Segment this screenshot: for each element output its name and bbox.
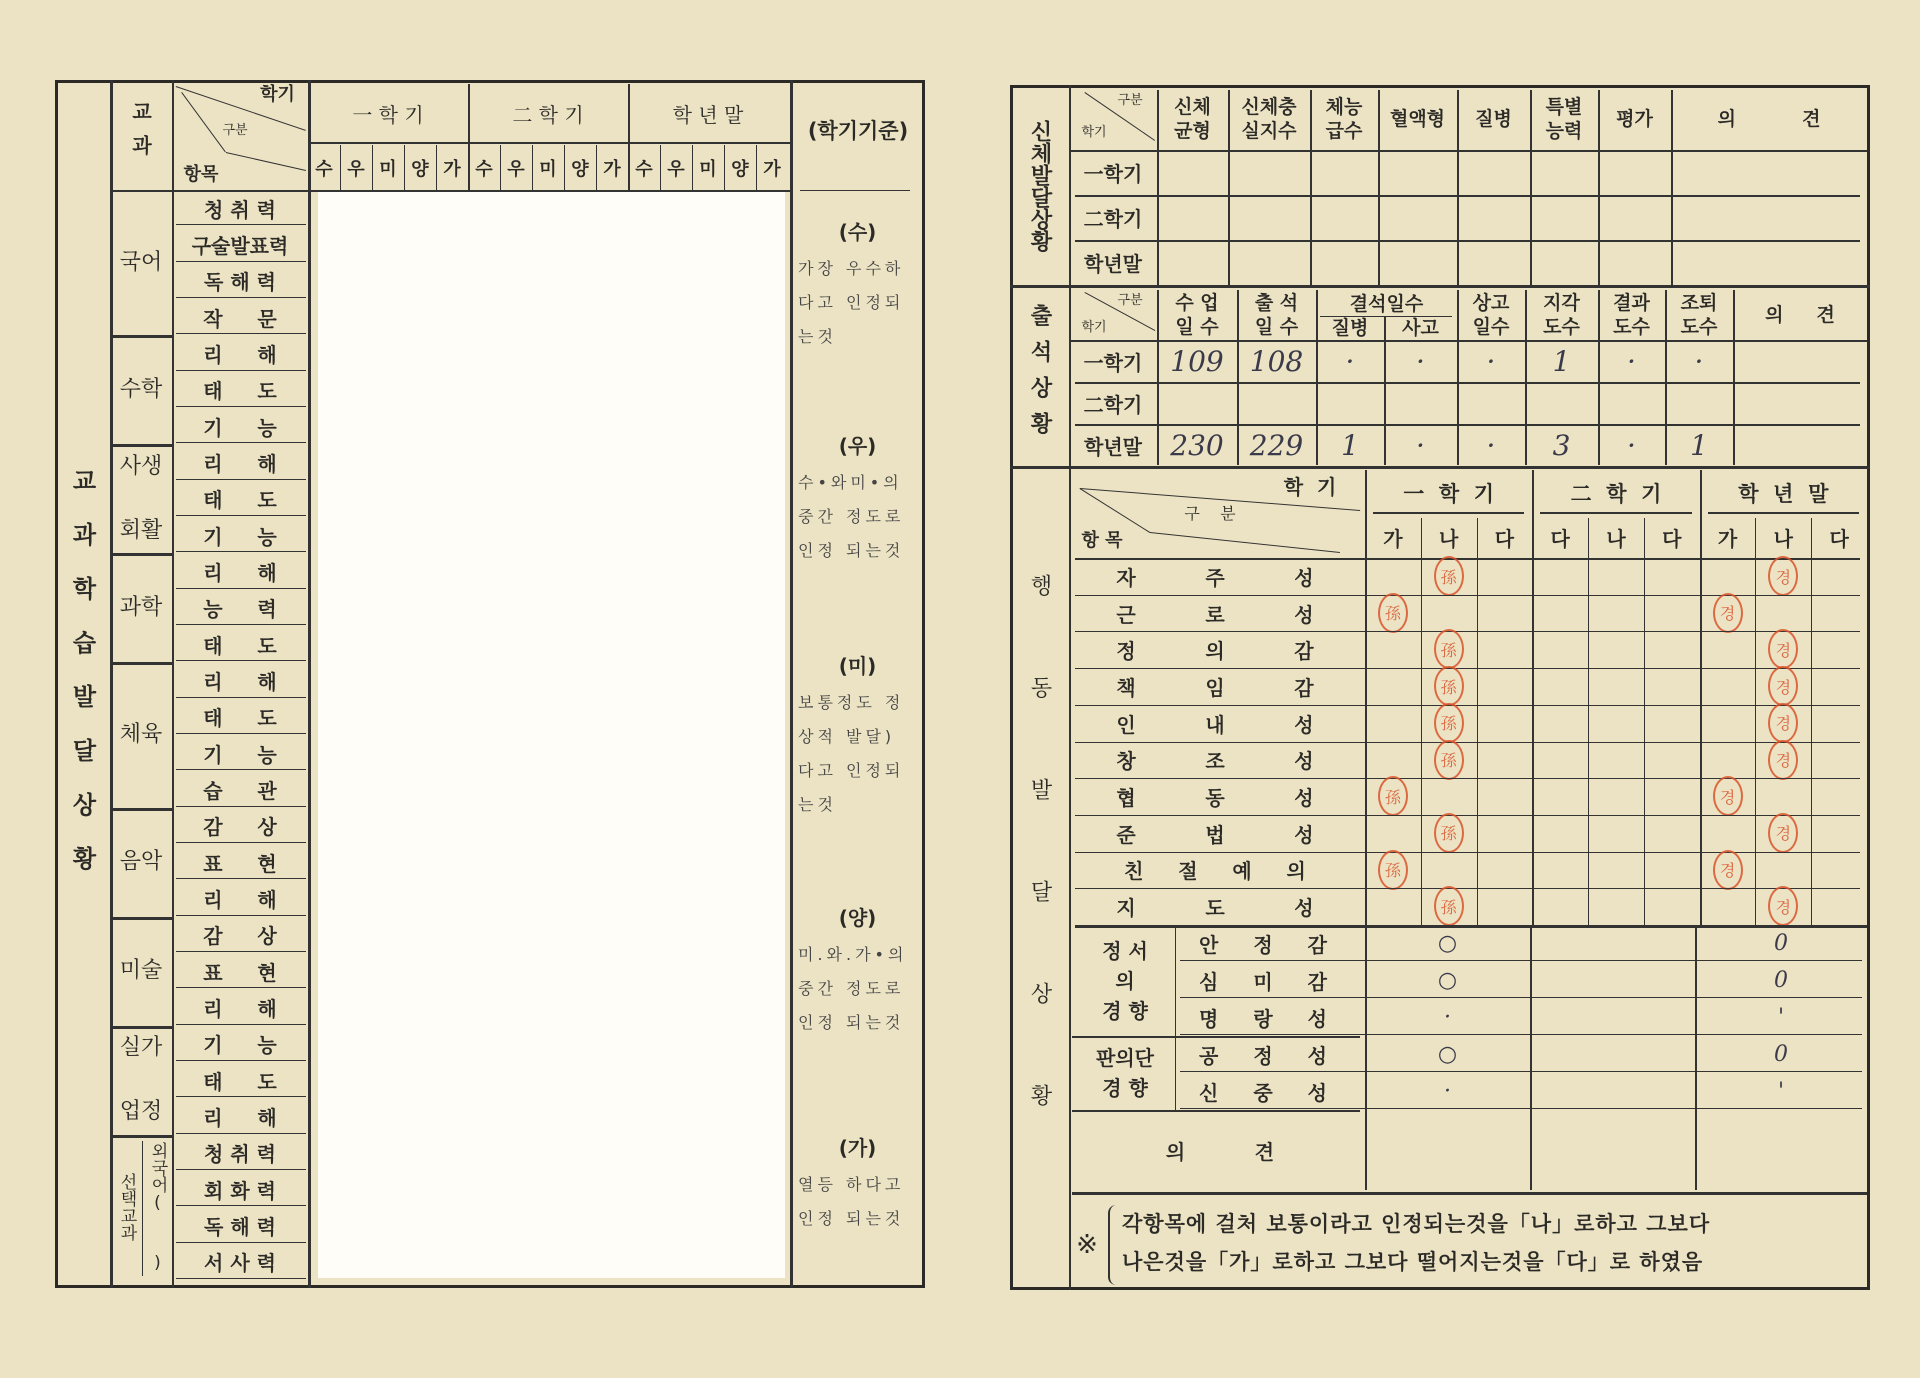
subject-item: 독 해 력 (204, 270, 276, 295)
row-divider (1180, 1034, 1862, 1035)
grade-header: 양 (731, 158, 749, 180)
criteria-text: 보통정도 정 (798, 693, 905, 712)
behavior-item-label: 인 내 성 (1116, 712, 1314, 737)
final-stamp: 경 (1768, 886, 1798, 926)
column-divider (596, 145, 597, 190)
attendance-value: · (1486, 344, 1496, 378)
column-divider (1644, 518, 1645, 925)
row-divider (800, 190, 910, 191)
physical-column-header: 혈액형 (1389, 108, 1446, 130)
attendance-column-header: 조퇴 도수 (1680, 292, 1718, 338)
row-divider (176, 479, 306, 480)
criteria-title: (학기기준) (807, 119, 909, 143)
grade-header: 우 (667, 158, 685, 180)
grade-header: 수 (315, 158, 333, 180)
attendance-value: · (1486, 428, 1496, 462)
subject-item: 태 도 (203, 488, 277, 513)
subject-item: 서 사 력 (204, 1251, 276, 1276)
column-divider (1157, 90, 1159, 285)
criteria-text: 미.와.가•의 (798, 945, 908, 964)
term-header: 학 년 말 (672, 102, 744, 127)
row-divider (176, 1278, 306, 1279)
row-divider (1072, 1192, 1867, 1195)
criteria-text: 수•와미•의 (798, 473, 903, 492)
column-divider (172, 80, 174, 1288)
subject-item: 기 능 (203, 1033, 277, 1058)
row-divider (176, 733, 306, 734)
final-stamp: 경 (1768, 556, 1798, 596)
subject-item: 리 해 (203, 887, 277, 912)
row-divider (176, 370, 306, 371)
row-divider (176, 987, 306, 988)
subject-item: 리 해 (203, 342, 277, 367)
attendance-value: · (1416, 344, 1425, 378)
subject-header: 교과 (128, 101, 153, 169)
criteria-text: 인정 되는것 (798, 541, 905, 560)
row-divider (1069, 150, 1867, 152)
tendency-value: 0 (1774, 931, 1788, 956)
attendance-value: 1 (1552, 344, 1571, 378)
term-header: 二 학 기 (512, 102, 584, 127)
final-stamp: 경 (1768, 703, 1798, 743)
behavior-item-label: 창 조 성 (1116, 749, 1314, 774)
row-divider (176, 915, 306, 916)
term1-stamp: 孫 (1434, 813, 1464, 853)
row-divider (176, 951, 306, 952)
row-divider (176, 1169, 306, 1170)
subject-name: 실가 업정 (119, 1035, 163, 1125)
column-divider (692, 145, 693, 190)
grade-header: 양 (411, 158, 429, 180)
row-divider (176, 224, 306, 225)
tendency-value: ○ (1437, 931, 1458, 956)
final-stamp: 경 (1768, 813, 1798, 853)
term1-stamp: 孫 (1434, 666, 1464, 706)
physical-row-label: 一학기 (1083, 162, 1143, 186)
attendance-value: · (1627, 344, 1636, 378)
row-divider (1075, 382, 1860, 384)
behavior-item-label: 친 절 예 의 (1124, 859, 1306, 884)
final-stamp: 경 (1713, 776, 1743, 816)
behavior-item-label: 협 동 성 (1116, 786, 1314, 811)
tendency-item-label: 심 미 감 (1199, 970, 1341, 994)
subject-item: 독 해 력 (204, 1214, 276, 1239)
grade-header: 가 (443, 158, 461, 180)
criteria-grade: (양) (838, 905, 877, 930)
attendance-value: 230 (1170, 428, 1224, 462)
behavior-item-label: 지 도 성 (1116, 896, 1314, 921)
attendance-column-header: 지각 도수 (1543, 292, 1580, 338)
attendance-value: 1 (1341, 428, 1359, 462)
column-divider (1530, 925, 1532, 1190)
tendency-group-label: 판의단 경 향 (1096, 1046, 1154, 1100)
attendance-value: 108 (1249, 344, 1304, 378)
behavior-term-header: 학 년 말 (1738, 481, 1829, 506)
term1-stamp: 孫 (1434, 629, 1464, 669)
row-divider (176, 515, 306, 516)
attendance-column-header: 수 업 일 수 (1175, 292, 1219, 338)
term1-stamp: 孫 (1434, 556, 1464, 596)
tendency-item-label: 안 정 감 (1199, 933, 1341, 957)
tendency-value: 0 (1774, 968, 1788, 993)
criteria-grade: (가) (838, 1135, 877, 1160)
behavior-grade-header: 다 (1494, 527, 1515, 551)
grade-header: 우 (507, 158, 525, 180)
att-corner-bottom: 학기 (1081, 319, 1107, 335)
column-divider (532, 145, 533, 190)
physical-column-header: 질병 (1475, 108, 1512, 130)
attendance-row-label: 학년말 (1084, 434, 1142, 459)
attendance-value: 229 (1249, 428, 1304, 462)
term1-stamp: 孫 (1378, 776, 1408, 816)
criteria-text: 는것 (798, 795, 837, 814)
tendency-item-label: 명 랑 성 (1199, 1007, 1341, 1031)
column-divider (1378, 90, 1380, 285)
physical-column-header: 평가 (1616, 108, 1653, 130)
subject-name: 과학 (119, 594, 163, 620)
row-divider (176, 842, 306, 843)
subject-item: 리 해 (203, 996, 277, 1021)
column-divider (1530, 90, 1532, 285)
subject-item: 기 능 (203, 524, 277, 549)
criteria-text: 다고 인정되 (798, 293, 905, 312)
tendency-item-label: 공 정 성 (1199, 1044, 1341, 1068)
behavior-grade-header: 다 (1550, 527, 1570, 551)
row-divider (1180, 960, 1862, 961)
beh-corner-bottom: 항 목 (1081, 530, 1123, 551)
term-header: 一 학 기 (352, 102, 424, 127)
subject-name: 음악 (119, 849, 163, 875)
attendance-column-header: 질병 (1331, 317, 1369, 339)
subject-item: 리 해 (203, 1105, 277, 1130)
criteria-text: 열등 하다고 (798, 1175, 905, 1194)
category-label: 구분 (222, 122, 248, 138)
criteria-text: 다고 인정되 (798, 761, 905, 780)
subject-name: 미술 (119, 958, 163, 984)
note-mark: ※ (1076, 1230, 1098, 1260)
physical-row-label: 二학기 (1083, 207, 1143, 231)
attendance-row-label: 一학기 (1083, 350, 1143, 375)
row-divider (176, 697, 306, 698)
side-title-physical: 신체발달상황 (1027, 119, 1052, 252)
row-divider (176, 1242, 306, 1243)
column-divider (340, 145, 341, 190)
column-divider (1755, 518, 1756, 925)
tendency-value: ○ (1437, 1042, 1458, 1067)
row-divider (1075, 240, 1860, 242)
behavior-grade-header: 다 (1662, 527, 1682, 551)
subject-item: 감 상 (203, 924, 277, 949)
row-divider (176, 442, 306, 443)
grade-header: 가 (603, 158, 621, 180)
grade-header: 미 (379, 158, 397, 180)
attendance-column-header: 의 견 (1765, 304, 1835, 326)
semester-label: 학기 (260, 84, 295, 105)
item-label: 항목 (183, 164, 219, 185)
column-divider (372, 145, 373, 190)
attendance-column-header: 출 석 일 수 (1254, 292, 1299, 338)
row-divider (176, 806, 306, 807)
grade-header: 양 (571, 158, 589, 180)
physical-column-header: 신체충 실지수 (1241, 96, 1297, 142)
subject-item: 표 현 (203, 851, 277, 876)
subject-name: 국어 (119, 249, 163, 275)
column-divider (564, 145, 565, 190)
side-title-attendance: 출석상황 (1027, 303, 1052, 448)
behavior-item-label: 정 의 감 (1116, 639, 1314, 664)
criteria-text: 상적 발달) (798, 727, 896, 746)
row-divider (308, 142, 790, 144)
column-divider (1310, 90, 1312, 285)
subject-item: 리 해 (203, 560, 277, 585)
attendance-value: · (1627, 428, 1636, 462)
subject-item: 청 취 력 (204, 197, 276, 222)
column-divider (500, 145, 501, 190)
row-divider (176, 297, 306, 298)
tendency-value: ' (1777, 1079, 1785, 1104)
row-divider (176, 660, 306, 661)
subject-item: 태 도 (203, 633, 277, 658)
row-divider (176, 624, 306, 625)
grade-header: 우 (347, 158, 365, 180)
grade-header: 수 (475, 158, 493, 180)
phys-corner-top: 구분 (1117, 92, 1143, 108)
term1-stamp: 孫 (1434, 740, 1464, 780)
row-divider (176, 878, 306, 879)
final-stamp: 경 (1768, 740, 1798, 780)
criteria-grade: (우) (838, 433, 877, 458)
behavior-item-label: 준 법 성 (1116, 822, 1314, 847)
note-bracket (1108, 1205, 1118, 1285)
physical-row-label: 학년말 (1084, 252, 1142, 276)
behavior-grade-header: 나 (1773, 527, 1793, 551)
subject-name: 사생 회활 (119, 453, 163, 543)
row-divider (1180, 1071, 1862, 1072)
criteria-text: 가장 우수하 (798, 259, 905, 278)
term1-stamp: 孫 (1434, 886, 1464, 926)
row-divider (1373, 512, 1524, 514)
row-divider (1075, 195, 1860, 197)
subject-item: 기 능 (203, 415, 277, 440)
behavior-item-label: 근 로 성 (1116, 602, 1314, 627)
final-stamp: 경 (1713, 593, 1743, 633)
note-line: 나은것을「가」로하고 그보다 떨어지는것을「다」로 하였음 (1122, 1250, 1704, 1274)
row-divider (176, 769, 306, 770)
attendance-value: 109 (1170, 344, 1224, 378)
behavior-grade-header: 가 (1383, 527, 1403, 551)
column-divider (1421, 518, 1422, 925)
row-divider (176, 588, 306, 589)
row-divider (176, 1133, 306, 1134)
tendency-value: · (1444, 1079, 1451, 1104)
behavior-opinion-label: 의 견 (1165, 1139, 1275, 1164)
subject-item: 리 해 (203, 451, 277, 476)
criteria-text: 중간 정도로 (798, 979, 905, 998)
row-divider (176, 1205, 306, 1206)
final-stamp: 경 (1768, 666, 1798, 706)
row-divider (176, 551, 306, 552)
subject-name: 수학 (119, 376, 163, 402)
tendency-value: ○ (1437, 968, 1458, 993)
tendency-value: · (1444, 1005, 1451, 1030)
subject-name: 선택교과 (116, 1173, 137, 1242)
row-divider (1180, 997, 1862, 998)
attendance-value: · (1416, 428, 1425, 462)
criteria-text: 는것 (798, 327, 837, 346)
blank-grade-area (318, 192, 785, 1278)
criteria-text: 인정 되는것 (798, 1013, 905, 1032)
column-divider (1598, 90, 1600, 285)
column-divider (1733, 290, 1735, 465)
column-divider (1175, 925, 1176, 1110)
side-title-behavior: 행동발달상황 (1027, 574, 1052, 1186)
physical-column-header: 특별 능력 (1545, 96, 1583, 142)
column-divider (724, 145, 725, 190)
term1-stamp: 孫 (1378, 850, 1408, 890)
attendance-column-header: 사고 (1402, 317, 1439, 339)
subject-item: 회 화 력 (204, 1178, 276, 1203)
beh-corner-mid: 구 분 (1184, 503, 1236, 523)
tendency-value: 0 (1774, 1042, 1788, 1067)
attendance-value: · (1694, 344, 1704, 378)
attendance-row-label: 二학기 (1083, 392, 1143, 417)
behavior-grade-header: 나 (1438, 527, 1459, 551)
behavior-grade-header: 다 (1829, 527, 1849, 551)
attendance-value: 3 (1552, 428, 1571, 462)
subject-item: 작 문 (203, 306, 277, 331)
row-divider (176, 1096, 306, 1097)
subject-item: 구술발표력 (191, 233, 289, 258)
criteria-grade: (수) (838, 219, 877, 244)
subject-item: 습 관 (203, 778, 277, 803)
row-divider (1540, 512, 1691, 514)
attendance-value: · (1345, 344, 1355, 378)
subject-item: 감 상 (203, 815, 277, 840)
att-corner-top: 구분 (1117, 292, 1143, 308)
column-divider (1228, 90, 1230, 285)
note-line: 각항목에 걸처 보통이라고 인정되는것을「나」로하고 그보다 (1122, 1212, 1711, 1236)
row-divider (176, 333, 306, 334)
term1-stamp: 孫 (1378, 593, 1408, 633)
behavior-term-header: 一 학 기 (1403, 481, 1495, 506)
row-divider (1708, 512, 1859, 514)
column-divider (756, 145, 757, 190)
grade-header: 미 (699, 158, 717, 180)
behavior-grade-header: 가 (1717, 527, 1738, 551)
subject-item: 청 취 력 (204, 1142, 276, 1167)
subject-item: 태 도 (203, 1069, 277, 1094)
subject-item: 능 력 (203, 597, 277, 622)
behavior-term-header: 二 학 기 (1570, 481, 1662, 506)
criteria-text: 인정 되는것 (798, 1209, 905, 1228)
subject-sub: 외국어( ) (147, 1141, 168, 1273)
subject-item: 기 능 (203, 742, 277, 767)
criteria-grade: (미) (838, 653, 877, 678)
row-divider (176, 261, 306, 262)
column-divider (660, 145, 661, 190)
grade-header: 미 (539, 158, 557, 180)
column-divider (1811, 518, 1812, 925)
grade-header: 수 (635, 158, 653, 180)
tendency-item-label: 신 중 성 (1199, 1081, 1341, 1105)
subject-item: 태 도 (203, 706, 277, 731)
attendance-column-header: 결과 도수 (1613, 292, 1650, 338)
row-divider (176, 406, 306, 407)
absence-group-header: 결석일수 (1349, 292, 1424, 315)
physical-column-header: 의 견 (1717, 108, 1821, 130)
tendency-value: ' (1777, 1005, 1785, 1030)
row-divider (176, 1024, 306, 1025)
row-divider (1180, 1108, 1862, 1109)
behavior-grade-header: 나 (1606, 527, 1626, 551)
physical-column-header: 체능 급수 (1325, 96, 1363, 142)
column-divider (1588, 518, 1589, 925)
column-divider (308, 80, 311, 1288)
column-divider (404, 145, 405, 190)
column-divider (142, 1141, 143, 1276)
side-title-left: 교과학습발달상황 (68, 468, 96, 900)
behavior-item-label: 책 임 감 (1116, 675, 1314, 700)
column-divider (436, 145, 437, 190)
subject-name: 체육 (119, 721, 163, 747)
subject-item: 리 해 (203, 669, 277, 694)
grade-header: 가 (763, 158, 781, 180)
behavior-item-label: 자 주 성 (1116, 565, 1314, 590)
row-divider (176, 1060, 306, 1061)
subject-item: 표 현 (203, 960, 277, 985)
physical-column-header: 신체 균형 (1174, 96, 1211, 142)
final-stamp: 경 (1768, 629, 1798, 669)
row-divider (1010, 466, 1870, 469)
column-divider (790, 80, 793, 1288)
subject-item: 태 도 (203, 379, 277, 404)
final-stamp: 경 (1713, 850, 1743, 890)
column-divider (1477, 518, 1478, 925)
attendance-column-header: 상고 일수 (1472, 292, 1510, 338)
column-divider (1457, 90, 1459, 285)
beh-corner-top: 학 기 (1283, 474, 1337, 499)
tendency-group-label: 정 서 의 경 향 (1102, 938, 1148, 1023)
column-divider (1671, 90, 1673, 285)
phys-corner-bottom: 학기 (1081, 124, 1107, 140)
term1-stamp: 孫 (1434, 703, 1464, 743)
criteria-text: 중간 정도로 (798, 507, 905, 526)
attendance-value: 1 (1690, 428, 1708, 462)
